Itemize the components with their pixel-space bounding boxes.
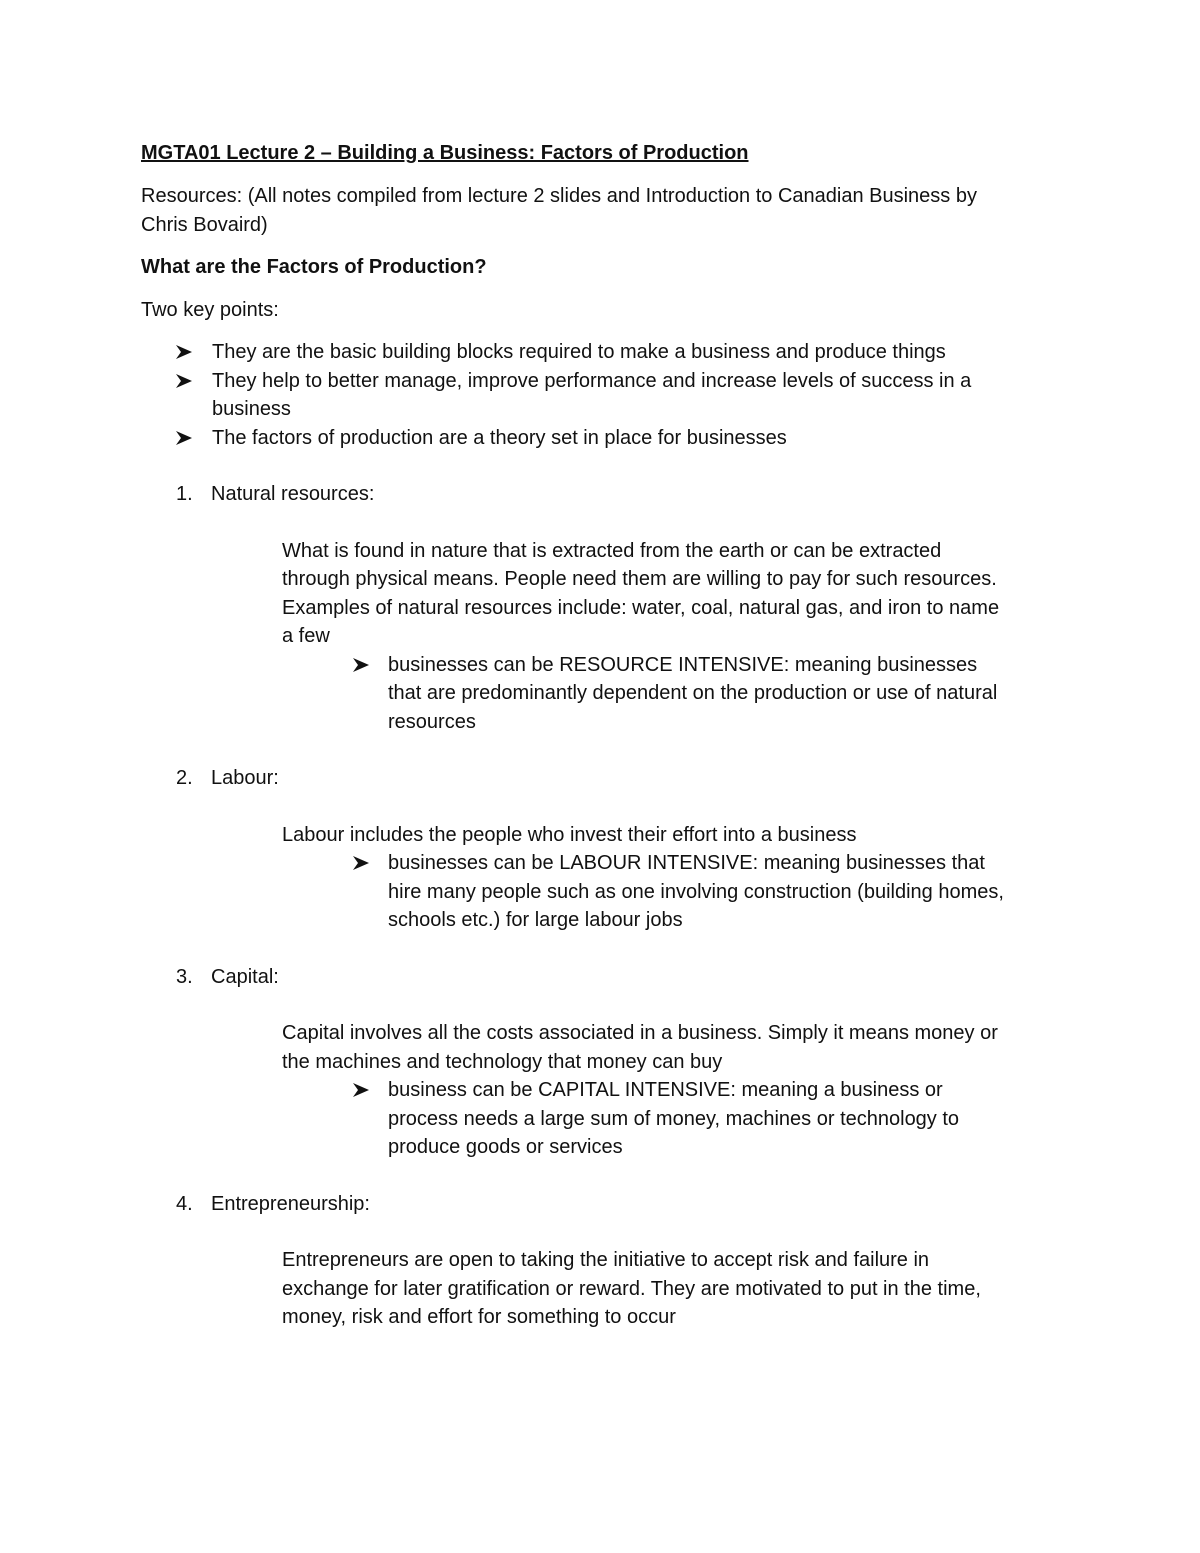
section-entrepreneurship <box>141 1190 1071 1219</box>
arrow-bullet-icon <box>352 651 374 673</box>
bullet-line: that are predominantly dependent on the production or use of natural <box>388 682 998 704</box>
bullet-line: businesses can be RESOURCE INTENSIVE: meaning businesses <box>388 653 978 676</box>
key-point-text-continued: business <box>212 398 291 420</box>
section-heading: What are the Factors of Production? <box>141 256 487 278</box>
section-label: Entrepreneurship: <box>211 1192 370 1215</box>
key-point-text: They help to better manage, improve performance and increase levels of success in a <box>212 369 972 392</box>
document-page <box>141 138 1071 1332</box>
bullet-line: businesses can be LABOUR INTENSIVE: meaning businesses that <box>388 852 985 874</box>
list-item <box>141 367 1071 424</box>
section-natural-resources <box>141 480 1071 509</box>
two-key-points-label: Two key points: <box>141 298 279 321</box>
description-line: the machines and technology that money can buy <box>282 1050 723 1073</box>
description-line: exchange for later gratification or reward. They are motivated to put in the time, <box>282 1277 981 1300</box>
list-item <box>141 1076 1071 1162</box>
bullet-line: schools etc.) for large labour jobs <box>388 909 683 931</box>
bullet-line: hire many people such as one involving construction (building homes, <box>388 880 1004 903</box>
section-capital <box>141 963 1071 992</box>
section-number: 1. <box>176 483 193 505</box>
arrow-bullet-icon <box>352 1076 374 1098</box>
section-bullets <box>141 1076 1071 1162</box>
section-bullets <box>141 849 1071 935</box>
description-line: Examples of natural resources include: water, coal, natural gas, and iron to name <box>282 596 1000 619</box>
arrow-bullet-icon <box>175 338 197 360</box>
section-description <box>282 1246 1062 1332</box>
section-number: 3. <box>176 965 193 988</box>
arrow-bullet-icon <box>352 849 374 871</box>
section-number: 2. <box>176 767 193 789</box>
section-label: Natural resources: <box>211 483 375 505</box>
description-line: Entrepreneurs are open to taking the initiative to accept risk and failure in <box>282 1249 930 1271</box>
resources-line-2: Chris Bovaird) <box>141 213 268 236</box>
bullet-line: business can be CAPITAL INTENSIVE: meaning a business or <box>388 1079 943 1101</box>
section-description <box>282 1019 1062 1076</box>
arrow-bullet-icon <box>175 424 197 446</box>
description-line: Labour includes the people who invest their effort into a business <box>282 823 857 846</box>
list-item <box>141 849 1071 935</box>
description-line: Capital involves all the costs associated in a business. Simply it means money or <box>282 1022 998 1044</box>
section-labour <box>141 764 1071 793</box>
description-line: money, risk and effort for something to occur <box>282 1306 676 1328</box>
document-title: MGTA01 Lecture 2 – Building a Business: Factors of Production <box>141 142 749 164</box>
section-description <box>282 821 1062 850</box>
section-number: 4. <box>176 1192 193 1215</box>
list-item <box>141 651 1071 737</box>
arrow-bullet-icon <box>175 367 197 389</box>
bullet-line: process needs a large sum of money, machines or technology to <box>388 1107 960 1130</box>
section-label: Capital: <box>211 965 279 988</box>
bullet-line: produce goods or services <box>388 1136 623 1158</box>
list-item <box>141 338 1071 367</box>
key-points-list <box>141 338 1071 452</box>
description-line: What is found in nature that is extracted from the earth or can be extracted <box>282 539 942 562</box>
key-point-text: The factors of production are a theory set in place for businesses <box>212 426 787 449</box>
section-description <box>282 537 1062 651</box>
section-bullets <box>141 651 1071 737</box>
list-item <box>141 424 1071 453</box>
resources-note <box>141 182 1071 239</box>
key-point-text: They are the basic building blocks required to make a business and produce things <box>212 341 946 363</box>
resources-line-1: Resources: (All notes compiled from lecture 2 slides and Introduction to Canadian Business by <box>141 185 977 207</box>
bullet-line: resources <box>388 710 476 733</box>
description-line: a few <box>282 625 330 647</box>
description-line: through physical means. People need them are willing to pay for such resources. <box>282 568 997 590</box>
section-label: Labour: <box>211 767 279 789</box>
